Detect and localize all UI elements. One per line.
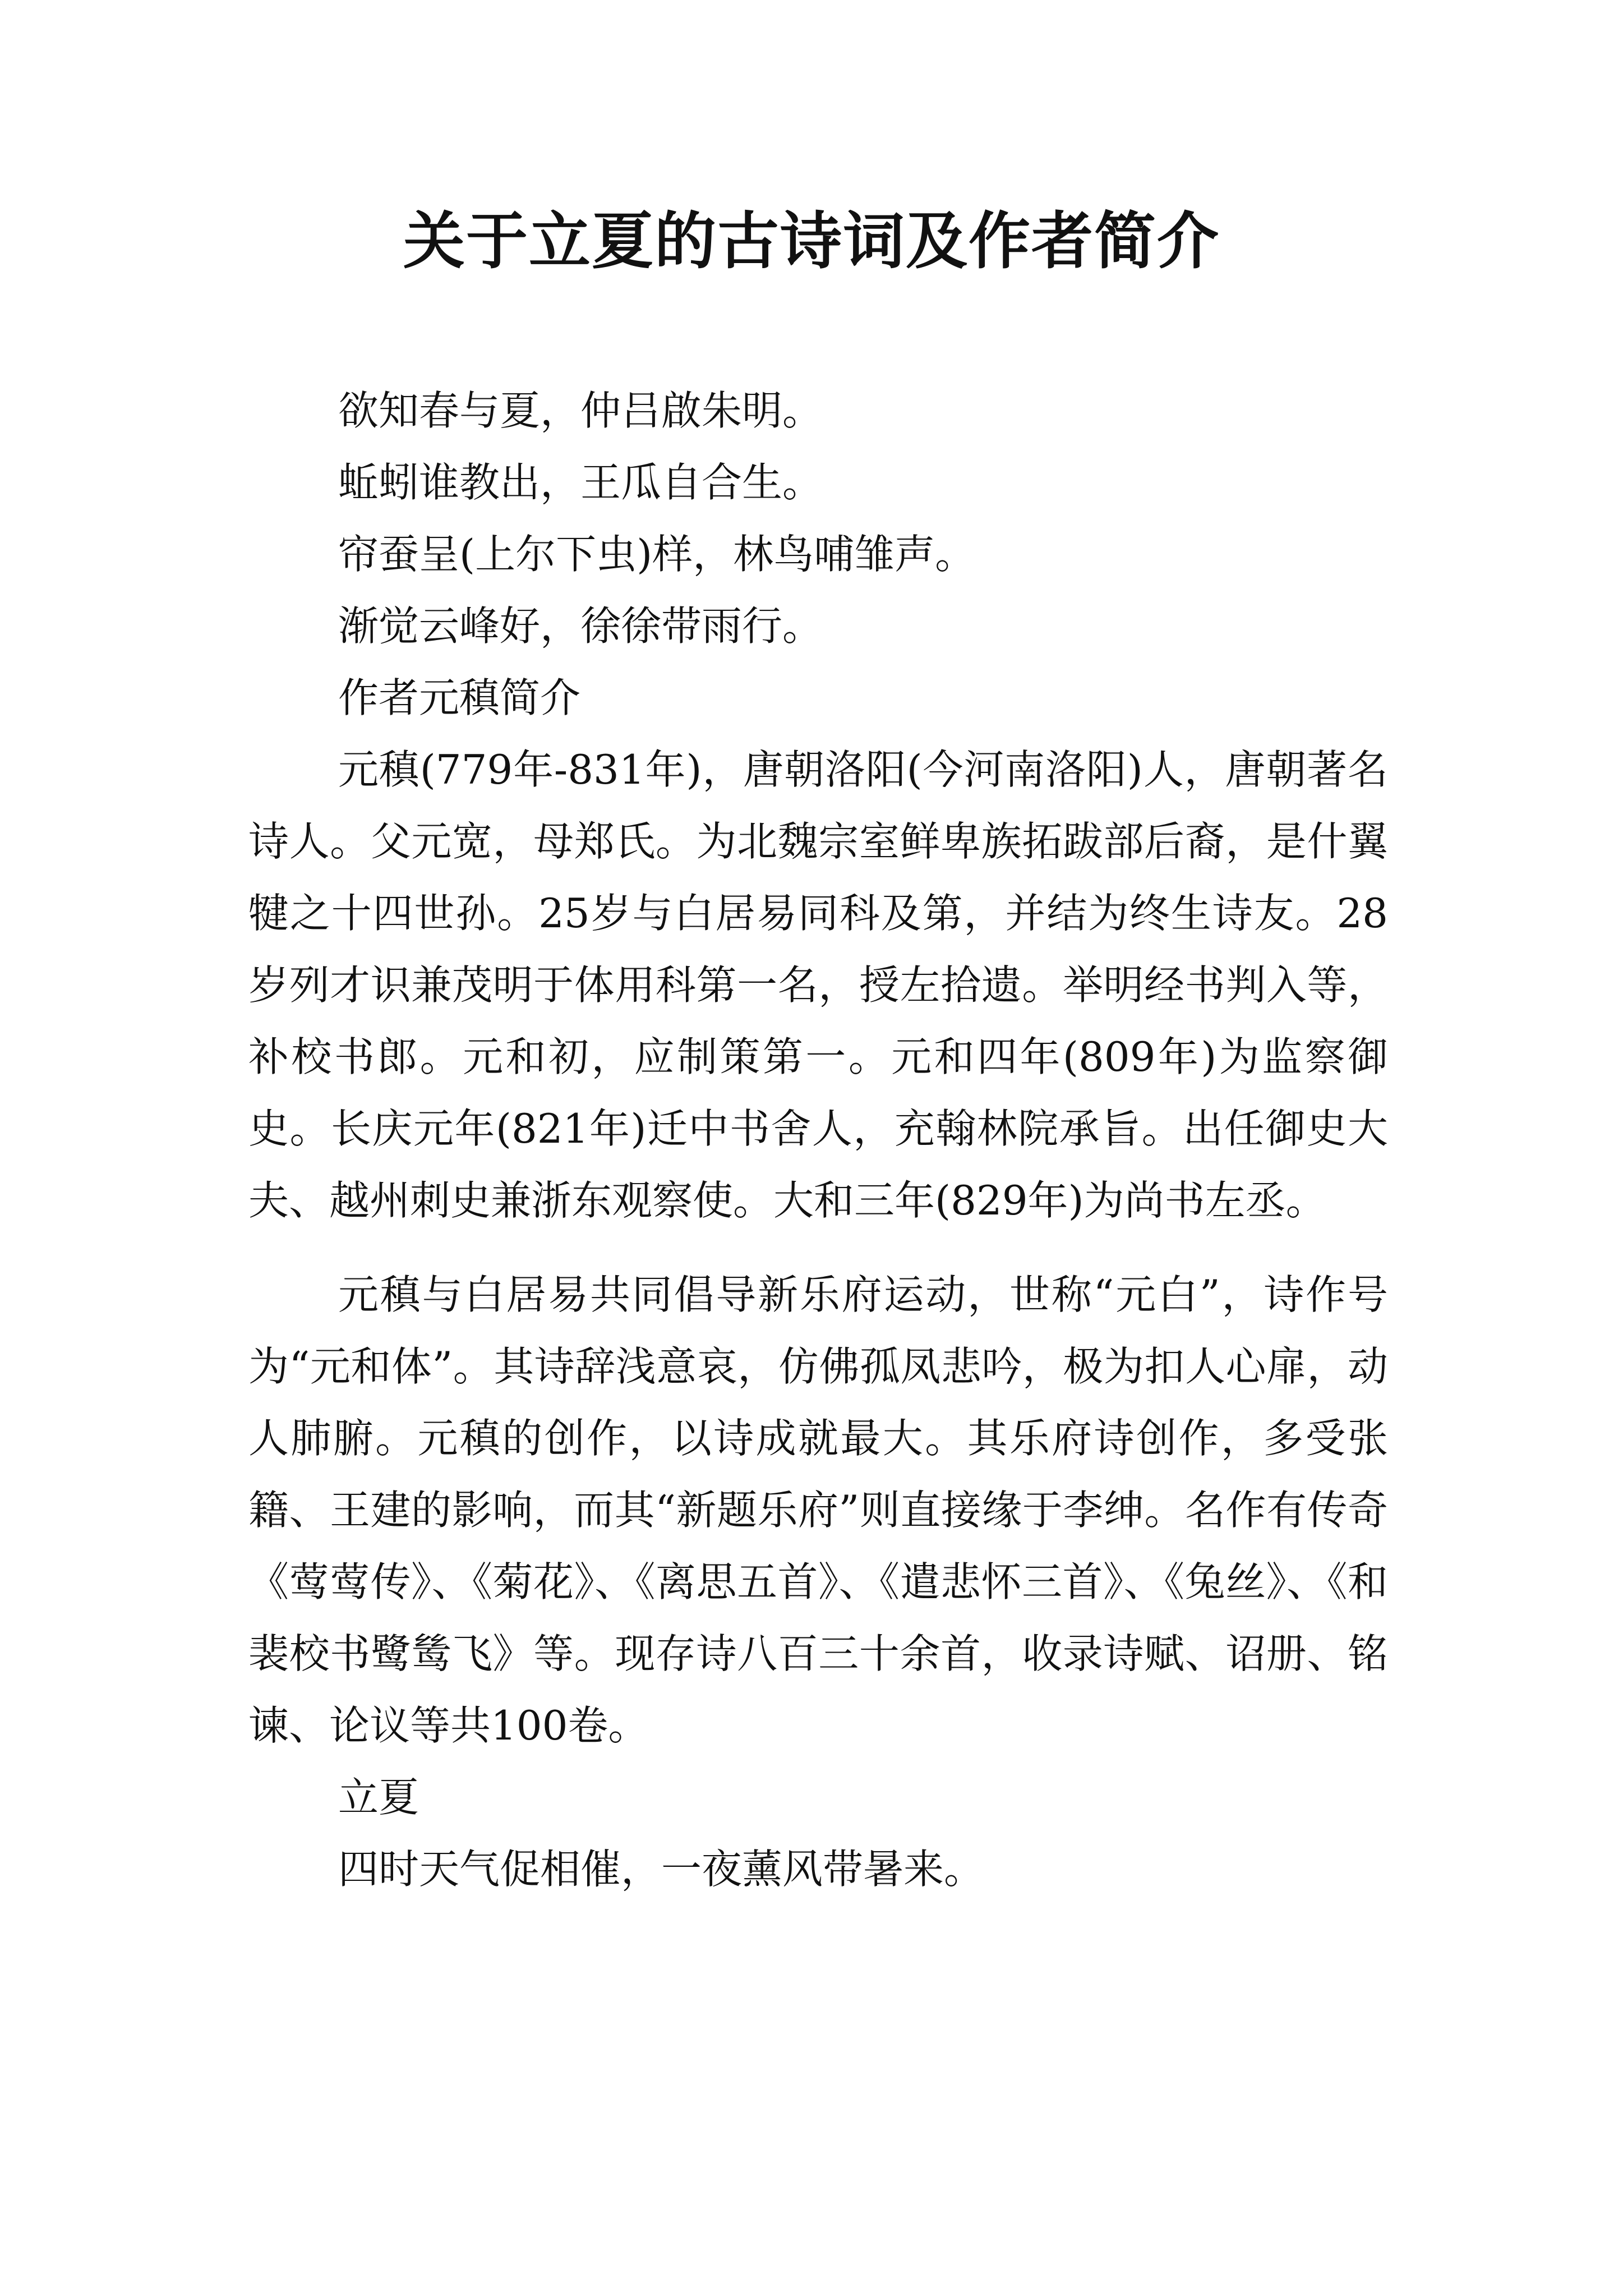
poem-line-lixia-1: 四时天气促相催，一夜薰风带暑来。	[338, 1846, 985, 1893]
poem-line-3: 帘蚕呈(上尔下虫)样，林鸟哺雏声。	[338, 531, 976, 578]
author-bio-paragraph: 元稹(779年-831年)，唐朝洛阳(今河南洛阳)人，唐朝著名诗人。父元宽，母郑氏。为北魏宗室鲜卑族拓跋部后裔，是什翼犍之十四世孙。25岁与白居易同科及第，并结为终生诗友。28岁列才识兼茂明于体用科第一名，授左拾遗。举明经书判入等，补校书郎。元和初，应制策第一。元和四年(809年)为监察御史。长庆元年(821年)迁中书舍人，充翰林院承旨。出任御史大夫、越州刺史兼浙东观察使。大和三年(829年)为尚书左丞。	[248, 746, 1388, 1224]
poem-line-4: 渐觉云峰好，徐徐带雨行。	[338, 602, 823, 650]
poem-line-1: 欲知春与夏，仲吕啟朱明。	[338, 387, 823, 434]
poem-line-2: 蚯蚓谁教出，王瓜自合生。	[338, 459, 823, 506]
section-heading-author: 作者元稹简介	[338, 674, 581, 721]
document-title: 关于立夏的古诗词及作者简介	[403, 205, 1220, 277]
poem-title-lixia: 立夏	[338, 1774, 419, 1821]
document-body	[248, 375, 1388, 1905]
author-works-paragraph: 元稹与白居易共同倡导新乐府运动，世称“元白”，诗作号为“元和体”。其诗辞浅意哀，仿佛孤凤悲吟，极为扣人心扉，动人肺腑。元稹的创作，以诗成就最大。其乐府诗创作，多受张籍、王建的影响，而其“新题乐府”则直接缘于李绅。名作有传奇《莺莺传》、《菊花》、《离思五首》、《遣悲怀三首》、《兔丝》、《和裴校书鹭鸶飞》等。现存诗八百三十余首，收录诗赋、诏册、铭谏、论议等共100卷。	[248, 1271, 1388, 1749]
